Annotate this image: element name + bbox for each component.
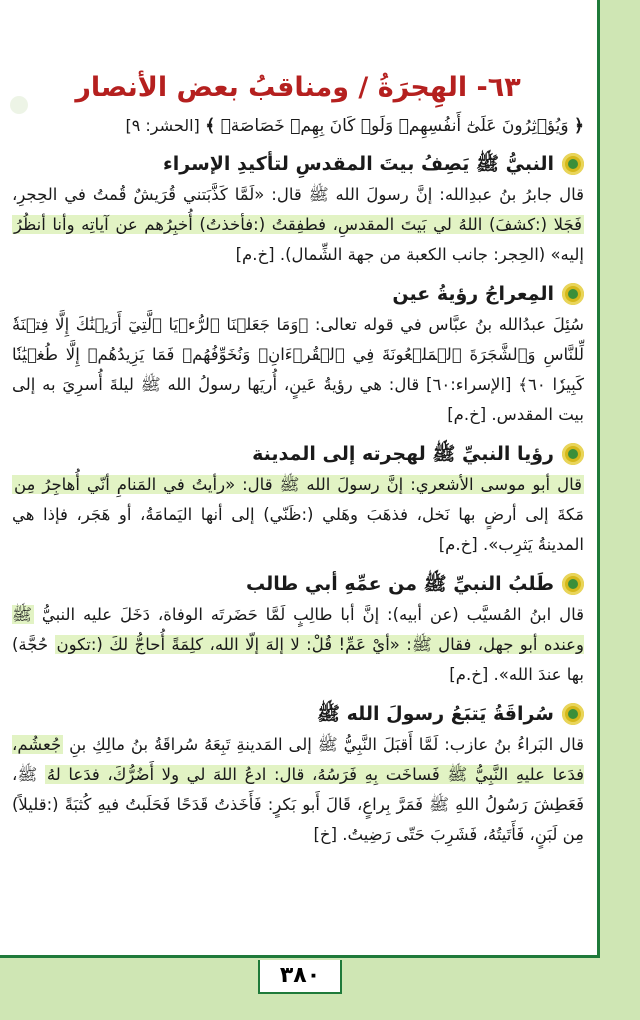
verse-open-bracket: ﴿ bbox=[574, 116, 584, 136]
section-heading-text: رؤيا النبيِّ ﷺ لهجرته إلى المدينة bbox=[252, 443, 554, 465]
page-content bbox=[12, 70, 584, 858]
section-heading bbox=[12, 278, 584, 310]
hadith-paragraph bbox=[12, 470, 584, 560]
flower-bullet-icon bbox=[562, 443, 584, 465]
verse-close-bracket: ﴾ bbox=[205, 116, 216, 136]
hadith-line: جُعشُم، فدَعا عليهِ النَّبِيُّ ﷺ فَساخَت بِهِ فَرَسُهُ، قال: ادعُ اللهَ لي ولا أَضُرُّكَ، فدَعا لهُ bbox=[12, 735, 585, 784]
section-heading-text: سُراقَةُ يَتبَعُ رسولَ الله ﷺ bbox=[317, 703, 554, 725]
section-abu-talib bbox=[12, 568, 584, 690]
section-heading-text: المِعراجُ رؤيةُ عين bbox=[392, 283, 554, 305]
page-number: ٣٨٠ bbox=[258, 960, 342, 994]
hadith-paragraph bbox=[12, 310, 584, 430]
hadith-line: مَكةَ إلى أرضٍ بها نَخل، فذهَبَ وهَلي (:ظَنّي) إلى أنها اليَمامَةُ، أو هَجَر، فإذا هي المدينةُ bbox=[12, 505, 584, 554]
hadith-line: قال جابرُ بنُ عبدِالله: إنَّ رسولَ الله ﷺ قال: «لَمَّا كَذَّبَتني قُرَيشٌ قُمتُ في الحِجرِ، bbox=[12, 185, 584, 204]
section-heading-text: النبيُّ ﷺ يَصِفُ بيتَ المقدسِ لتأكيدِ الإسراء bbox=[163, 153, 554, 175]
chapter-title: ٦٣- الهِجرَةُ / ومناقبُ بعض الأنصار bbox=[75, 72, 521, 103]
section-suraqa bbox=[12, 698, 584, 850]
hadith-paragraph bbox=[12, 180, 584, 270]
hadith-paragraph bbox=[12, 730, 584, 850]
section-heading-text: طَلبُ النبيِّ ﷺ من عمِّهِ أبي طالب bbox=[245, 573, 554, 595]
hadith-line: فَجَلا (:كشفَ) اللهُ لي بَيتَ المقدسِ، فطفِقتُ (:فأخذتُ) أُخبِرُهم عن آياتِه وأنا أنظُرُ bbox=[14, 215, 582, 234]
section-isra bbox=[12, 148, 584, 270]
quran-verse bbox=[12, 112, 584, 140]
hadith-line: سُئِلَ عبدُالله بنُ عبَّاس في قوله تعالى: ﴿وَمَا جَعَلۡنَا ٱلرُّءۡيَا ٱلَّتِيٓ أَرَيۡنَٰكَ إِلَّا فِتۡنَةٗ لِّلنَّاسِ bbox=[12, 315, 584, 364]
hadith-line: قال أبو موسى الأشعري: إنَّ رسولَ الله ﷺ قال: «رأيتُ في المَنامِ أنّي أُهاجِرُ مِن bbox=[14, 475, 582, 494]
footer bbox=[0, 958, 600, 1020]
hadith-line: يَثرِب». [خ.م] bbox=[438, 535, 533, 554]
flower-bullet-icon bbox=[562, 283, 584, 305]
hadith-paragraph bbox=[12, 600, 584, 690]
section-heading bbox=[12, 698, 584, 730]
hadith-line: قال ابنُ المُسيَّب (عن أبيه): إنَّ أبا طالِبٍ لَمَّا حَضَرتَه الوفاة، دَخَلَ عليه النبيُّ bbox=[41, 605, 584, 624]
section-heading bbox=[12, 568, 584, 600]
flower-bullet-icon bbox=[562, 573, 584, 595]
section-miraj bbox=[12, 278, 584, 430]
hadith-line: (:قليلاً) مِن لَبَنٍ، فَأَتَيتُهُ، فَشَرِبَ حَتّى رَضِيتُ. [خ] bbox=[12, 795, 584, 844]
hadith-line: قال: هي رؤيةُ عَينٍ، أُريَها رسولُ الله ﷺ ليلةَ أُسرِيَ به إلى بيت المقدس. [خ.م] bbox=[12, 375, 584, 424]
flower-bullet-icon bbox=[562, 703, 584, 725]
hadith-line: إليه» (الحِجر: جانب الكعبة من جهة الشِّمال). [خ.م] bbox=[235, 245, 584, 264]
hadith-line: قال البَراءُ بنُ عازب: لَمَّا أَقبَلَ النَّبِيُّ ﷺ إلى المَدينةِ تَبِعَهُ سُراقَةُ بنُ مالِكِ بنِ bbox=[69, 735, 584, 754]
flower-bullet-icon bbox=[562, 153, 584, 175]
verse-text: وَيُؤۡثِرُونَ عَلَىٰٓ أَنفُسِهِمۡ وَلَوۡ كَانَ بِهِمۡ خَصَاصَةٞ bbox=[220, 116, 569, 136]
section-heading bbox=[12, 438, 584, 470]
section-hijra-dream bbox=[12, 438, 584, 560]
verse-reference: [الحشر: ٩] bbox=[125, 116, 200, 135]
hadith-line: ﷺ وعنده أبو جهل، فقال ﷺ: «أيْ عَمِّ! قُلْ: لا إلهَ إلّا الله، كلِمَةً أُحاجُّ لكَ (:تكون bbox=[12, 605, 584, 654]
hadith-line: ﷺ، فَعَطِشَ رَسُولُ اللهِ ﷺ فَمَرَّ بِراعٍ، قَالَ أَبو بَكرٍ: فَأَخَذتُ قَدَحًا فَحَلَبتُ فيهِ كُثبَةً bbox=[12, 765, 584, 814]
hadith-line: وَٱلشَّجَرَةَ ٱلۡمَلۡعُونَةَ فِي ٱلۡقُرۡءَانِۚ وَنُخَوِّفُهُمۡ فَمَا يَزِيدُهُمۡ إِلَّا طُغۡيَٰنٗا كَبِيرٗا ٦٠﴾ [الإسراء:٦٠] bbox=[12, 345, 584, 394]
hadith-line: حُجَّة) بها عندَ الله». [خ.م] bbox=[12, 635, 584, 684]
section-heading bbox=[12, 148, 584, 180]
